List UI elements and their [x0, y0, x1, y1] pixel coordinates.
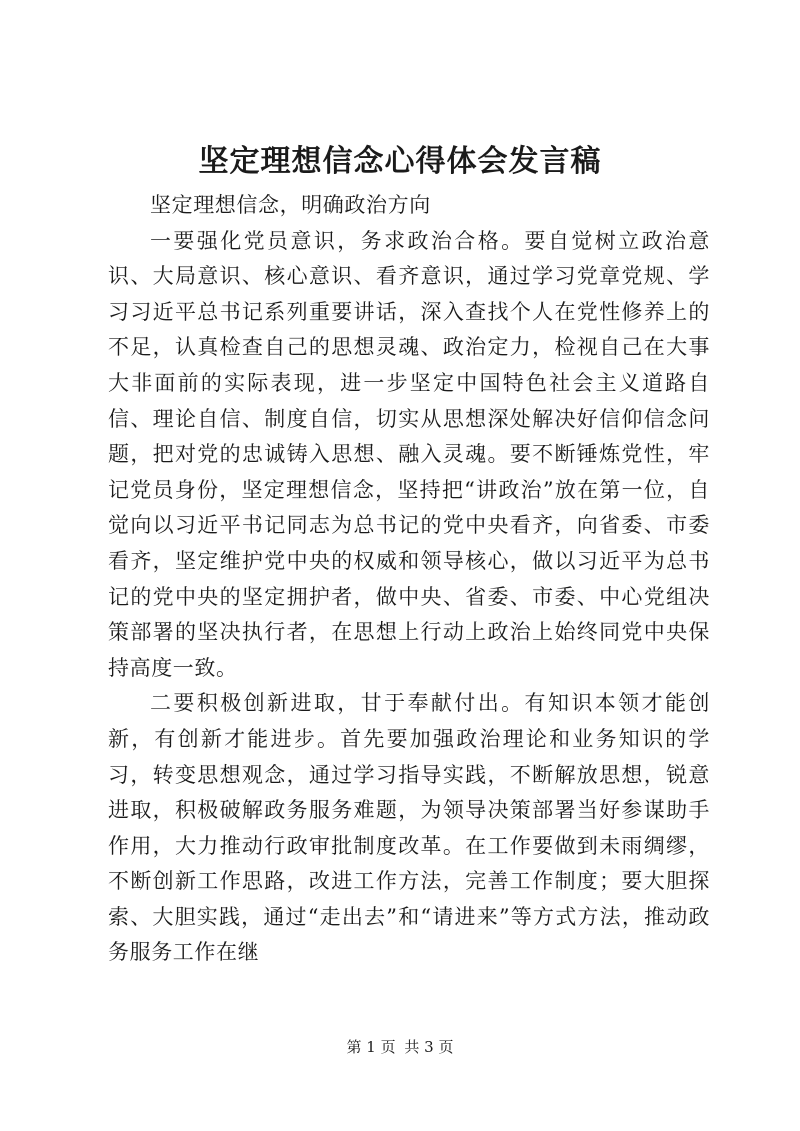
section-heading-paragraph: 坚定理想信念，明确政治方向: [150, 193, 431, 217]
body-paragraph: 二要积极创新进取，甘于奉献付出。有知识本领才能创新，有创新才能进步。首先要加强政治理论和业务知识的学习，转变思想观念，通过学习指导实践，不断解放思想，锐意进取，积极破解政务服务难题，为领导决策部署当好参谋助手作用，大力推动行政审批制度改革。在工作要做到未雨绸缪，不断创新工作思路，改进工作方法，完善工作制度；要大胆探索、大胆实践，通过“走出去”和“请进来”等方式方法，推动政务服务工作在继: [108, 691, 710, 965]
page-footer: [0, 1036, 800, 1058]
document-body: [108, 188, 710, 971]
body-paragraph: 一要强化党员意识，务求政治合格。要自觉树立政治意识、大局意识、核心意识、看齐意识，通过学习党章党规、学习习近平总书记系列重要讲话，深入查找个人在党性修养上的不足，认真检查自己的思想灵魂、政治定力，检视自己在大事大非面前的实际表现，进一步坚定中国特色社会主义道路自信、理论自信、制度自信，切实从思想深处解决好信仰信念问题，把对党的忠诚铸入思想、融入灵魂。要不断锤炼党性，牢记党员身份，坚定理想信念，坚持把“讲政治”放在第一位，自觉向以习近平书记同志为总书记的党中央看齐，向省委、市委看齐，坚定维护党中央的权威和领导核心，做以习近平为总书记的党中央的坚定拥护者，做中央、省委、市委、中心党组决策部署的坚决执行者，在思想上行动上政治上始终同党中央保持高度一致。: [108, 228, 710, 680]
page-number: 第 1 页: [346, 1038, 396, 1056]
page-total: 共 3 页: [404, 1038, 454, 1056]
document-title: 坚定理想信念心得体会发言稿: [198, 144, 602, 179]
